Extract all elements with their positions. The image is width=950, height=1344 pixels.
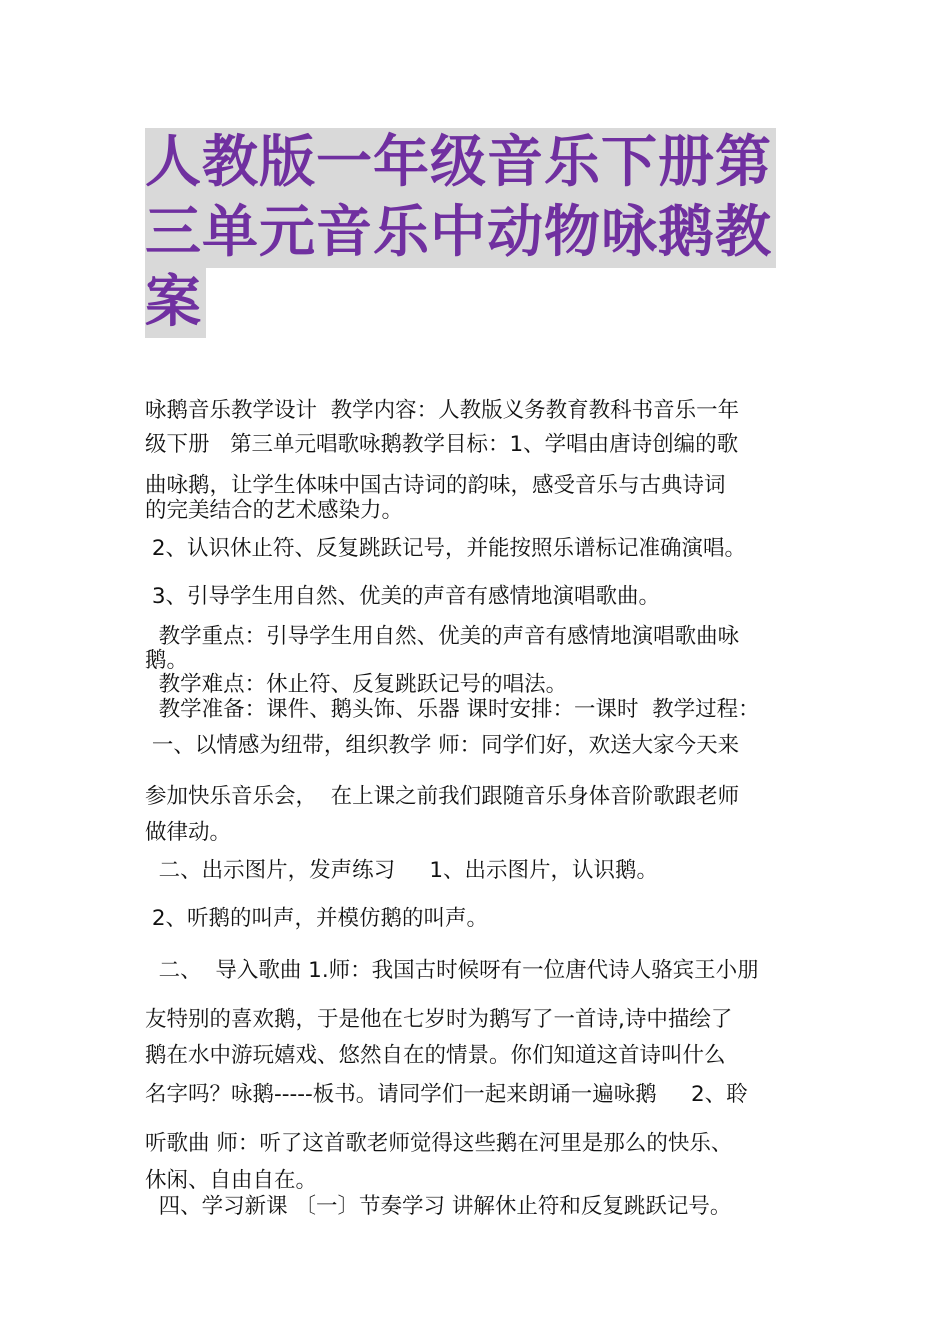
body-line: 曲咏鹅，让学生体味中国古诗词的韵味，感受音乐与古典诗词 <box>145 473 726 498</box>
body-line: 级下册 第三单元唱歌咏鹅教学目标：1、学唱由唐诗创编的歌 <box>145 432 739 457</box>
body-line: 鹅。 <box>145 648 189 673</box>
body-line: 鹅在水中游玩嬉戏、悠然自在的情景。你们知道这首诗叫什么 <box>145 1043 726 1068</box>
document-title-line-2: 三单元音乐中动物咏鹅教 <box>145 198 776 268</box>
body-line: 3、引导学生用自然、优美的声音有感情地演唱歌曲。 <box>145 584 661 609</box>
body-line: 咏鹅音乐教学设计 教学内容：人教版义务教育教科书音乐一年 <box>145 398 740 423</box>
body-line: 2、听鹅的叫声，并模仿鹅的叫声。 <box>145 906 489 931</box>
body-line: 教学重点：引导学生用自然、优美的声音有感情地演唱歌曲咏 <box>145 624 740 649</box>
body-line: 友特别的喜欢鹅，于是他在七岁时为鹅写了一首诗,诗中描绘了 <box>145 1007 733 1032</box>
body-line: 二、 导入歌曲 1.师：我国古时候呀有一位唐代诗人骆宾王小朋 <box>145 958 759 983</box>
body-line: 做律动。 <box>145 820 232 845</box>
body-line: 教学难点：休止符、反复跳跃记号的唱法。 <box>145 672 568 697</box>
body-line: 听歌曲 师：听了这首歌老师觉得这些鹅在河里是那么的快乐、 <box>145 1131 733 1156</box>
body-line: 四、学习新课 〔一〕节奏学习 讲解休止符和反复跳跃记号。 <box>145 1194 732 1219</box>
body-line: 2、认识休止符、反复跳跃记号，并能按照乐谱标记准确演唱。 <box>145 536 747 561</box>
body-line: 二、出示图片，发声练习 1、出示图片，认识鹅。 <box>145 858 659 883</box>
document-title-line-1: 人教版一年级音乐下册第 <box>145 128 776 198</box>
body-line: 的完美结合的艺术感染力。 <box>145 498 404 523</box>
body-line: 名字吗？咏鹅-----板书。请同学们一起来朗诵一遍咏鹅 2、聆 <box>145 1082 748 1107</box>
body-line: 教学准备：课件、鹅头饰、乐器 课时安排：一课时 教学过程： <box>145 697 760 722</box>
body-line: 参加快乐音乐会， 在上课之前我们跟随音乐身体音阶歌跟老师 <box>145 784 740 809</box>
body-line: 休闲、自由自在。 <box>145 1168 318 1193</box>
body-line: 一、以情感为纽带，组织教学 师：同学们好，欢送大家今天来 <box>145 733 740 758</box>
document-title-line-3: 案 <box>145 268 206 338</box>
